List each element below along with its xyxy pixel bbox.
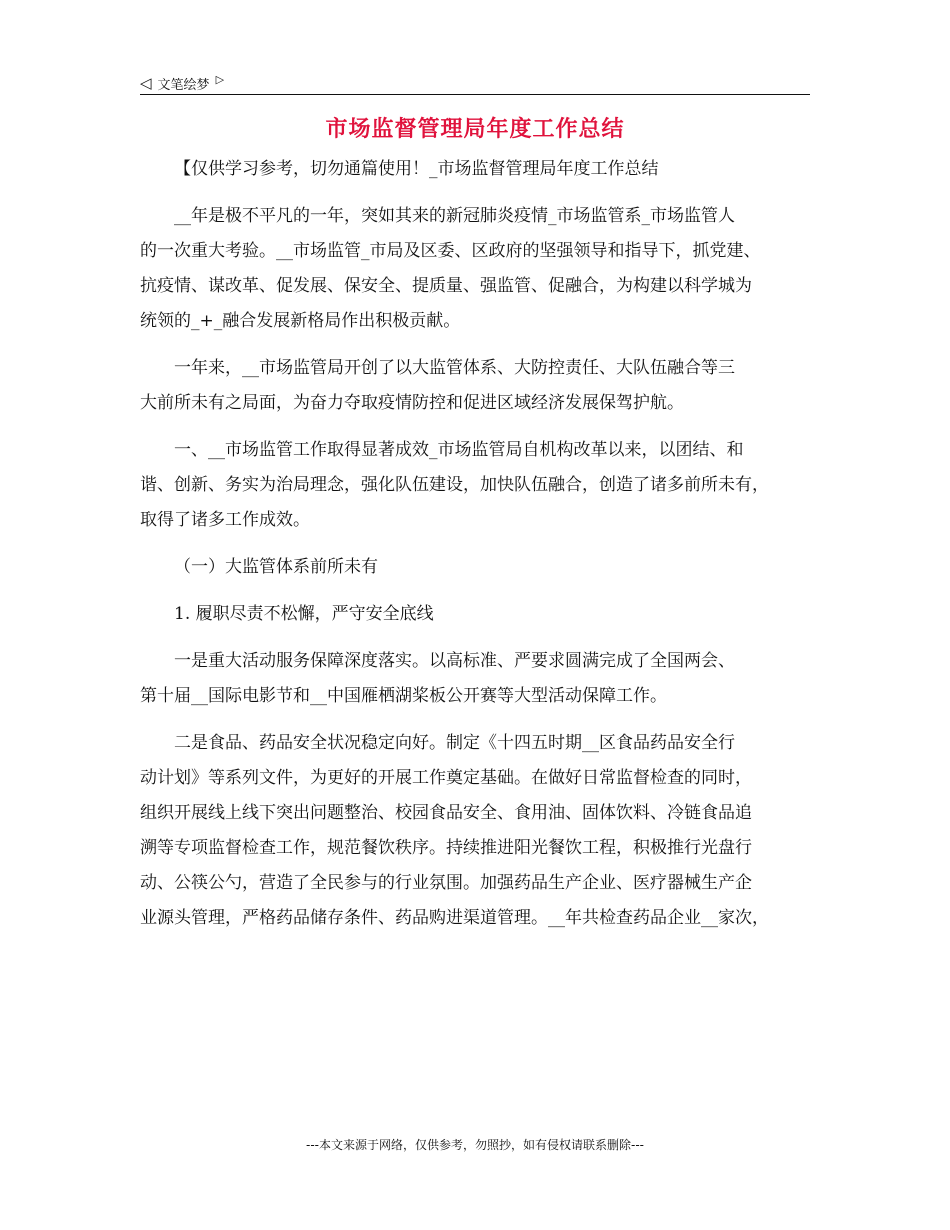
paragraph-line: 抗疫情、谋改革、促发展、保安全、提质量、强监管、促融合，为构建以科学城为 — [140, 276, 752, 296]
brand — [140, 74, 224, 93]
paragraph-line: __年是极不平凡的一年，突如其来的新冠肺炎疫情_市场监管系_市场监管人 — [174, 206, 735, 226]
paragraph-line: 动、公筷公勺，营造了全民参与的行业氛围。加强药品生产企业、医疗器械生产企 — [140, 873, 752, 893]
paragraph — [140, 644, 820, 714]
paragraph-line: 1. 履职尽责不松懈，严守安全底线 — [174, 604, 434, 624]
paragraph-line: 【仅供学习参考，切勿通篇使用！_市场监督管理局年度工作总结 — [174, 159, 659, 179]
paragraph-line: 组织开展线上线下突出问题整治、校园食品安全、食用油、固体饮料、冷链食品追 — [140, 803, 752, 823]
paragraph-line: 大前所未有之局面，为奋力夺取疫情防控和促进区域经济发展保驾护航。 — [140, 393, 684, 413]
paragraph-line: 一年来，__市场监管局开创了以大监管体系、大防控责任、大队伍融合等三 — [174, 358, 735, 378]
paragraph-line: 一是重大活动服务保障深度落实。以高标准、严要求圆满完成了全国两会、 — [174, 651, 735, 671]
header-divider — [140, 94, 810, 95]
triangle-left-icon: ◁ — [140, 74, 152, 92]
page-title: 市场监督管理局年度工作总结 — [325, 117, 625, 142]
triangle-right-icon: ▷ — [215, 73, 225, 86]
paragraph-line: （一）大监管体系前所未有 — [174, 557, 378, 577]
paragraph-line: 动计划》等系列文件，为更好的开展工作奠定基础。在做好日常监督检查的同时， — [140, 768, 752, 788]
paragraph — [140, 433, 820, 538]
paragraph — [140, 152, 820, 187]
paragraph-line: 谐、创新、务实为治局理念，强化队伍建设，加快队伍融合，创造了诸多前所未有， — [140, 475, 769, 495]
paragraph-line: 第十届__国际电影节和__中国雁栖湖桨板公开赛等大型活动保障工作。 — [140, 686, 667, 706]
document-body — [140, 152, 820, 948]
paragraph-line: 溯等专项监督检查工作，规范餐饮秩序。持续推进阳光餐饮工程，积极推行光盘行 — [140, 838, 752, 858]
paragraph — [140, 351, 820, 421]
paragraph-line: 的一次重大考验。__市场监管_市局及区委、区政府的坚强领导和指导下，抓党建、 — [140, 241, 761, 261]
brand-label: 文笔绘梦 — [157, 78, 210, 93]
page-header — [140, 72, 810, 96]
paragraph-line: 业源头管理，严格药品储存条件、药品购进渠道管理。__年共检查药品企业__家次， — [140, 908, 769, 928]
paragraph — [140, 726, 820, 936]
paragraph-line: 取得了诸多工作成效。 — [140, 510, 310, 530]
paragraph — [140, 597, 820, 632]
paragraph — [140, 550, 820, 585]
paragraph-line: 一、__市场监管工作取得显著成效_市场监管局自机构改革以来，以团结、和 — [174, 440, 744, 460]
paragraph-line: 统领的_+_融合发展新格局作出积极贡献。 — [140, 311, 461, 331]
paragraph-line: 二是食品、药品安全状况稳定向好。制定《十四五时期__区食品药品安全行 — [174, 733, 735, 753]
paragraph — [140, 199, 820, 339]
footer-note: ---本文来源于网络，仅供参考，勿照抄，如有侵权请联系删除--- — [306, 1138, 644, 1152]
